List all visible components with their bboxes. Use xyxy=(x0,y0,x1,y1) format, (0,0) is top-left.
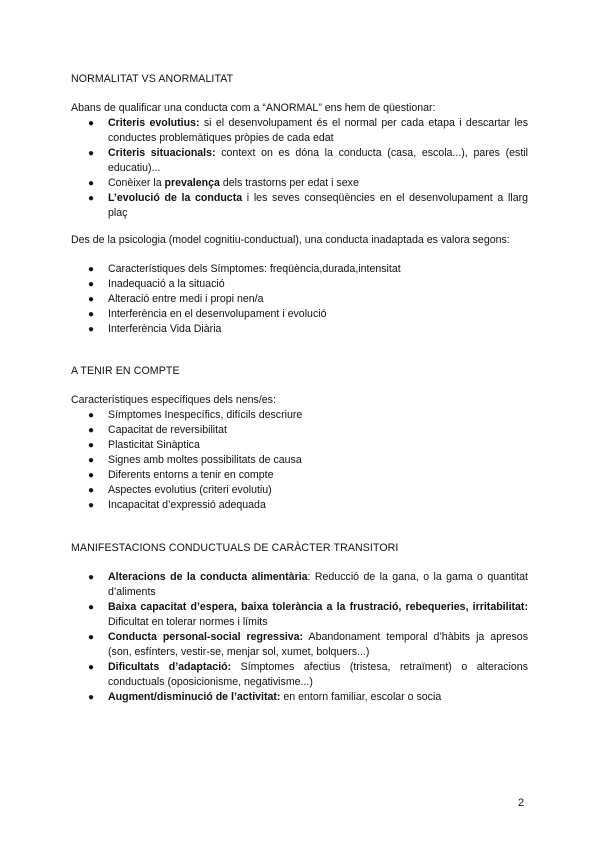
list-item: ● Aspectes evolutius (criteri evolutiu) xyxy=(88,484,272,496)
list-item: ● Símptomes Inespecífics, difícils descriure xyxy=(88,409,303,421)
list-item: ● Diferents entorns a tenir en compte xyxy=(88,469,274,481)
page-number: 2 xyxy=(518,797,525,809)
bullet-icon: ● xyxy=(88,662,95,673)
list-item: ● Alteració entre medi i propi nen/a xyxy=(88,293,264,305)
list-item: ● Dificultats d’adaptació: Símptomes afectius (tristesa, retraïment) o alteracions conductuals (oposicionisme, negativisme...) xyxy=(88,661,528,688)
list-item: ● Criteris evolutius: si el desenvolupament és el normal per cada etapa i descartar les conductes problemàtiques pròpies de cada edat xyxy=(88,117,528,144)
list-item: ● Capacitat de reversibilitat xyxy=(88,424,227,436)
list-item: ● Conducta personal-social regressiva: Abandonament temporal d’hàbits ja apresos (son, esfínters, vestir-se, menjar sol, xumet, bolquers...) xyxy=(88,631,528,658)
list-item: ● Signes amb moltes possibilitats de causa xyxy=(88,454,302,466)
list-item: ● Interferència en el desenvolupament i evolució xyxy=(88,308,327,320)
bullet-icon: ● xyxy=(88,440,95,451)
list-item: ● Criteris situacionals: context on es dóna la conducta (casa, escola...), pares (estil educatiu)... xyxy=(88,147,528,174)
bullet-icon: ● xyxy=(88,148,95,159)
bullet-icon: ● xyxy=(88,410,95,421)
bullet-icon: ● xyxy=(88,279,95,290)
list-item: ● Incapacitat d’expressió adequada xyxy=(88,499,266,511)
list-item: ● Baixa capacitat d’espera, baixa tolerància a la frustració, rebequeries, irritabilitat: Dificultat en tolerar normes i límits xyxy=(88,601,528,628)
bullet-icon: ● xyxy=(88,193,95,204)
bullet-icon: ● xyxy=(88,178,95,189)
manifestations-list xyxy=(71,570,528,705)
list-item: ● Inadequació a la situació xyxy=(88,278,225,290)
list-item: ● Conèixer la prevalença dels trastorns per edat i sexe xyxy=(88,177,359,189)
bullet-icon: ● xyxy=(88,264,95,275)
bullet-icon: ● xyxy=(88,309,95,320)
bullet-icon: ● xyxy=(88,602,95,613)
section-intro: Característiques específiques dels nens/es: xyxy=(71,394,276,406)
bullet-icon: ● xyxy=(88,470,95,481)
bullet-icon: ● xyxy=(88,632,95,643)
bullet-icon: ● xyxy=(88,294,95,305)
bullet-icon: ● xyxy=(88,455,95,466)
bullet-icon: ● xyxy=(88,425,95,436)
evaluation-list xyxy=(71,262,528,337)
criteria-list xyxy=(71,116,528,221)
bullet-icon: ● xyxy=(88,500,95,511)
characteristics-list xyxy=(71,408,528,513)
list-item: ● L’evolució de la conducta i les seves conseqüències en el desenvolupament a llarg plaç xyxy=(88,192,529,219)
bullet-icon: ● xyxy=(88,485,95,496)
list-item: ● Plasticitat Sinàptica xyxy=(88,439,200,451)
list-item: ● Augment/disminució de l’activitat: en entorn familiar, escolar o socia xyxy=(88,691,442,703)
list-item: ● Característiques dels Símptomes: freqüència,durada,intensitat xyxy=(88,263,401,275)
bullet-icon: ● xyxy=(88,572,95,583)
bullet-icon: ● xyxy=(88,692,95,703)
section-heading-tenir-en-compte: A TENIR EN COMPTE xyxy=(71,365,180,377)
bullet-icon: ● xyxy=(88,118,95,129)
section-intro-2: Des de la psicologia (model cognitiu-conductual), una conducta inadaptada es valora segons: xyxy=(71,234,510,246)
list-item: ● Alteracions de la conducta alimentària: Reducció de la gana, o la gama o quantitat d’aliments xyxy=(88,571,528,598)
list-item: ● Interferència Vida Diària xyxy=(88,323,222,335)
section-heading-normalitat: NORMALITAT VS ANORMALITAT xyxy=(71,73,234,85)
section-heading-manifestacions: MANIFESTACIONS CONDUCTUALS DE CARÀCTER TRANSITORI xyxy=(71,542,399,554)
bullet-icon: ● xyxy=(88,324,95,335)
section-intro: Abans de qualificar una conducta com a “ANORMAL” ens hem de qüestionar: xyxy=(71,102,436,114)
